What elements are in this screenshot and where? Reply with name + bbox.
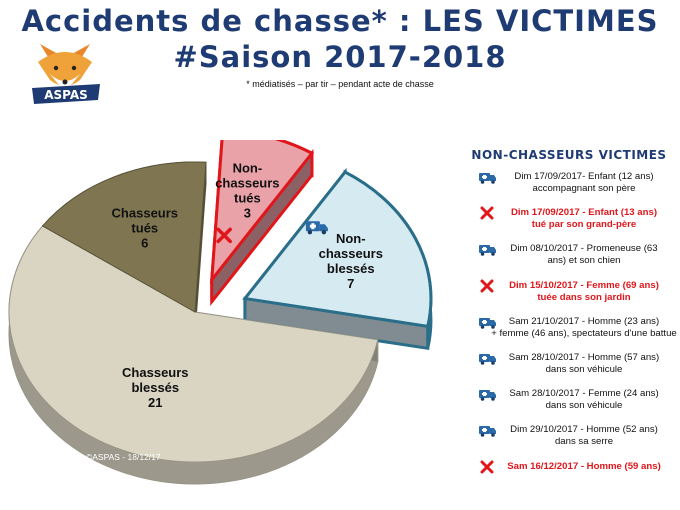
victim-item: [472, 170, 680, 202]
victim-text: [490, 207, 678, 231]
pie-label-line: blessés: [326, 261, 375, 277]
victim-line2: + femme (46 ans), spectateurs d'une battue: [491, 327, 677, 339]
victim-item: [472, 279, 680, 311]
victim-item: [472, 387, 680, 419]
victim-text: [490, 352, 678, 376]
pie-slice-value: 7: [347, 276, 355, 292]
pie-label-line: tués: [131, 220, 159, 236]
victim-text: [490, 316, 678, 340]
pie-label-line: chasseurs: [215, 175, 280, 191]
victim-item: [472, 206, 680, 238]
victim-item: [472, 460, 680, 492]
page-subtitle: #Saison 2017-2018: [173, 40, 507, 74]
victim-line1: Dim 29/10/2017 - Homme (52 ans): [510, 424, 658, 436]
victim-line2: dans son véhicule: [545, 400, 623, 412]
victim-line2: tué par son grand-père: [531, 219, 637, 231]
page-title: Accidents de chasse* : LES VICTIMES: [21, 4, 659, 38]
victim-item: [472, 315, 680, 347]
pie-label-line: blessés: [131, 380, 180, 396]
victims-title: NON-CHASSEURS VICTIMES: [471, 148, 667, 162]
victim-line1: Dim 17/09/2017 - Enfant (13 ans): [510, 207, 658, 219]
pie-slice-value: 6: [141, 235, 149, 251]
fox-nose: [63, 80, 68, 85]
victim-line2: dans son véhicule: [545, 364, 623, 375]
pie-slice-value: 21: [148, 395, 163, 411]
victim-line1: Dim 15/10/2017 - Femme (69 ans): [509, 279, 659, 291]
pie-label-line: Non-: [232, 160, 263, 176]
victim-text: [490, 388, 678, 412]
pie-slice-value: 3: [243, 205, 251, 221]
victim-item: [472, 242, 680, 274]
victim-text: [490, 461, 678, 473]
victim-line2: accompagnant son père: [532, 183, 636, 194]
victim-line2: ans) et son chien: [547, 255, 621, 267]
victim-text: [490, 280, 678, 304]
pie-label-line: Non-: [335, 231, 366, 247]
victim-line2: dans sa serre: [554, 436, 614, 448]
victim-item: [472, 423, 680, 455]
chart-copyright: ©ASPAS - 18/12/17: [86, 452, 161, 462]
pie-label-line: tués: [234, 190, 261, 206]
fox-eye-right: [72, 66, 76, 70]
fox-eye-left: [54, 66, 58, 70]
pie-chart: [0, 140, 470, 510]
victim-line2: tuée dans son jardin: [537, 291, 631, 303]
pie-label-line: Chasseurs: [122, 365, 189, 381]
victim-item: [472, 351, 680, 383]
victim-text: [490, 171, 678, 195]
victim-text: [490, 424, 678, 448]
victim-line1: Sam 16/12/2017 - Homme (59 ans): [507, 460, 661, 472]
victim-line1: Sam 28/10/2017 - Femme (24 ans): [509, 388, 659, 400]
pie-label-line: chasseurs: [318, 246, 383, 262]
aspas-logo: [26, 40, 104, 106]
victim-line1: Sam 21/10/2017 - Homme (23 ans): [508, 315, 660, 327]
footnote: * médiatisés – par tir – pendant acte de chasse: [246, 79, 434, 89]
pie-label-line: Chasseurs: [111, 205, 179, 221]
logo-text: ASPAS: [44, 88, 88, 102]
victim-line1: Dim 08/10/2017 - Promeneuse (63: [510, 243, 658, 255]
victim-text: [490, 243, 678, 267]
victim-line1: Sam 28/10/2017 - Homme (57 ans): [508, 352, 660, 363]
victim-line1: Dim 17/09/2017- Enfant (12 ans): [514, 171, 654, 182]
